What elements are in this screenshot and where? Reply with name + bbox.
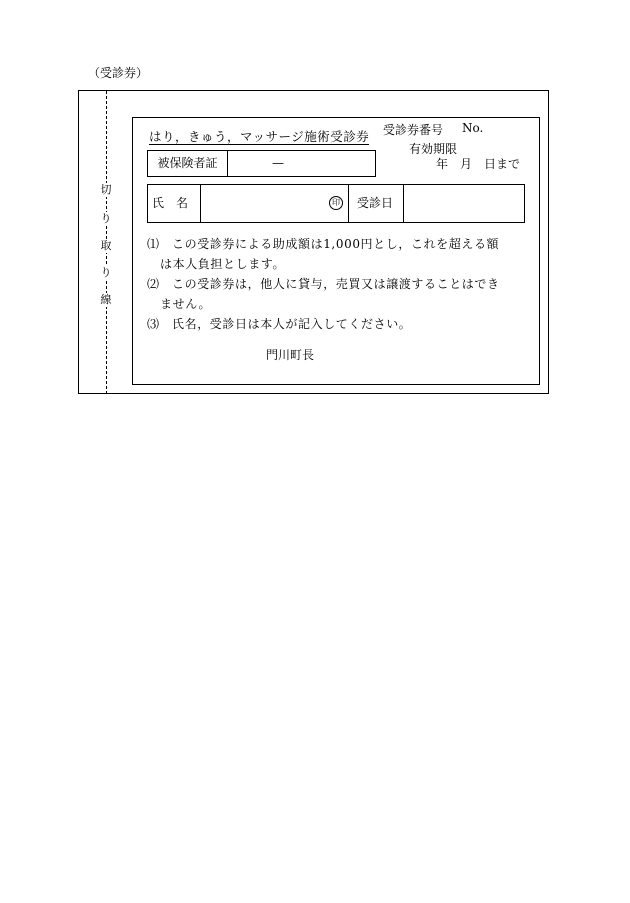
cut-line-char: 切 <box>100 183 112 196</box>
cut-line-char: り <box>100 266 112 279</box>
ticket-title: はり，きゅう，マッサージ施術受診券 <box>149 129 370 144</box>
ticket-number-label: 受診券番号 <box>383 123 444 137</box>
cut-line-char: 取 <box>100 239 112 252</box>
cut-line-char: り <box>100 212 112 225</box>
note-text: 氏名，受診日は本人が記入してください。 <box>172 317 412 331</box>
visit-date-field[interactable] <box>404 185 524 222</box>
note-marker: ⑵ <box>147 277 160 291</box>
insurance-card-label: 被保険者証 <box>148 151 228 176</box>
note-text: は本人負担とします。 <box>160 257 286 271</box>
ticket-number-value: No. <box>462 121 484 135</box>
name-label: 氏 名 <box>152 196 189 210</box>
note-marker: ⑴ <box>147 237 160 251</box>
validity-date: 年 月 日まで <box>436 157 521 171</box>
validity-label: 有効期限 <box>409 142 458 156</box>
visit-date-label: 受診日 <box>357 196 394 210</box>
note-text: この受診券は，他人に貸与，売買又は譲渡することはでき <box>172 277 500 291</box>
name-field[interactable] <box>201 185 347 222</box>
note-marker: ⑶ <box>147 317 160 331</box>
document-label: （受診券） <box>88 66 149 80</box>
insurance-card-value: — <box>272 156 284 170</box>
note-text: ません。 <box>160 297 212 311</box>
seal-mark: 印 <box>329 196 343 210</box>
cut-line-char: 線 <box>100 293 112 306</box>
note-text: この受診券による助成額は1,000円とし，これを超える額 <box>172 237 500 251</box>
table-divider <box>348 185 349 222</box>
issuer-name: 門川町長 <box>266 348 315 362</box>
